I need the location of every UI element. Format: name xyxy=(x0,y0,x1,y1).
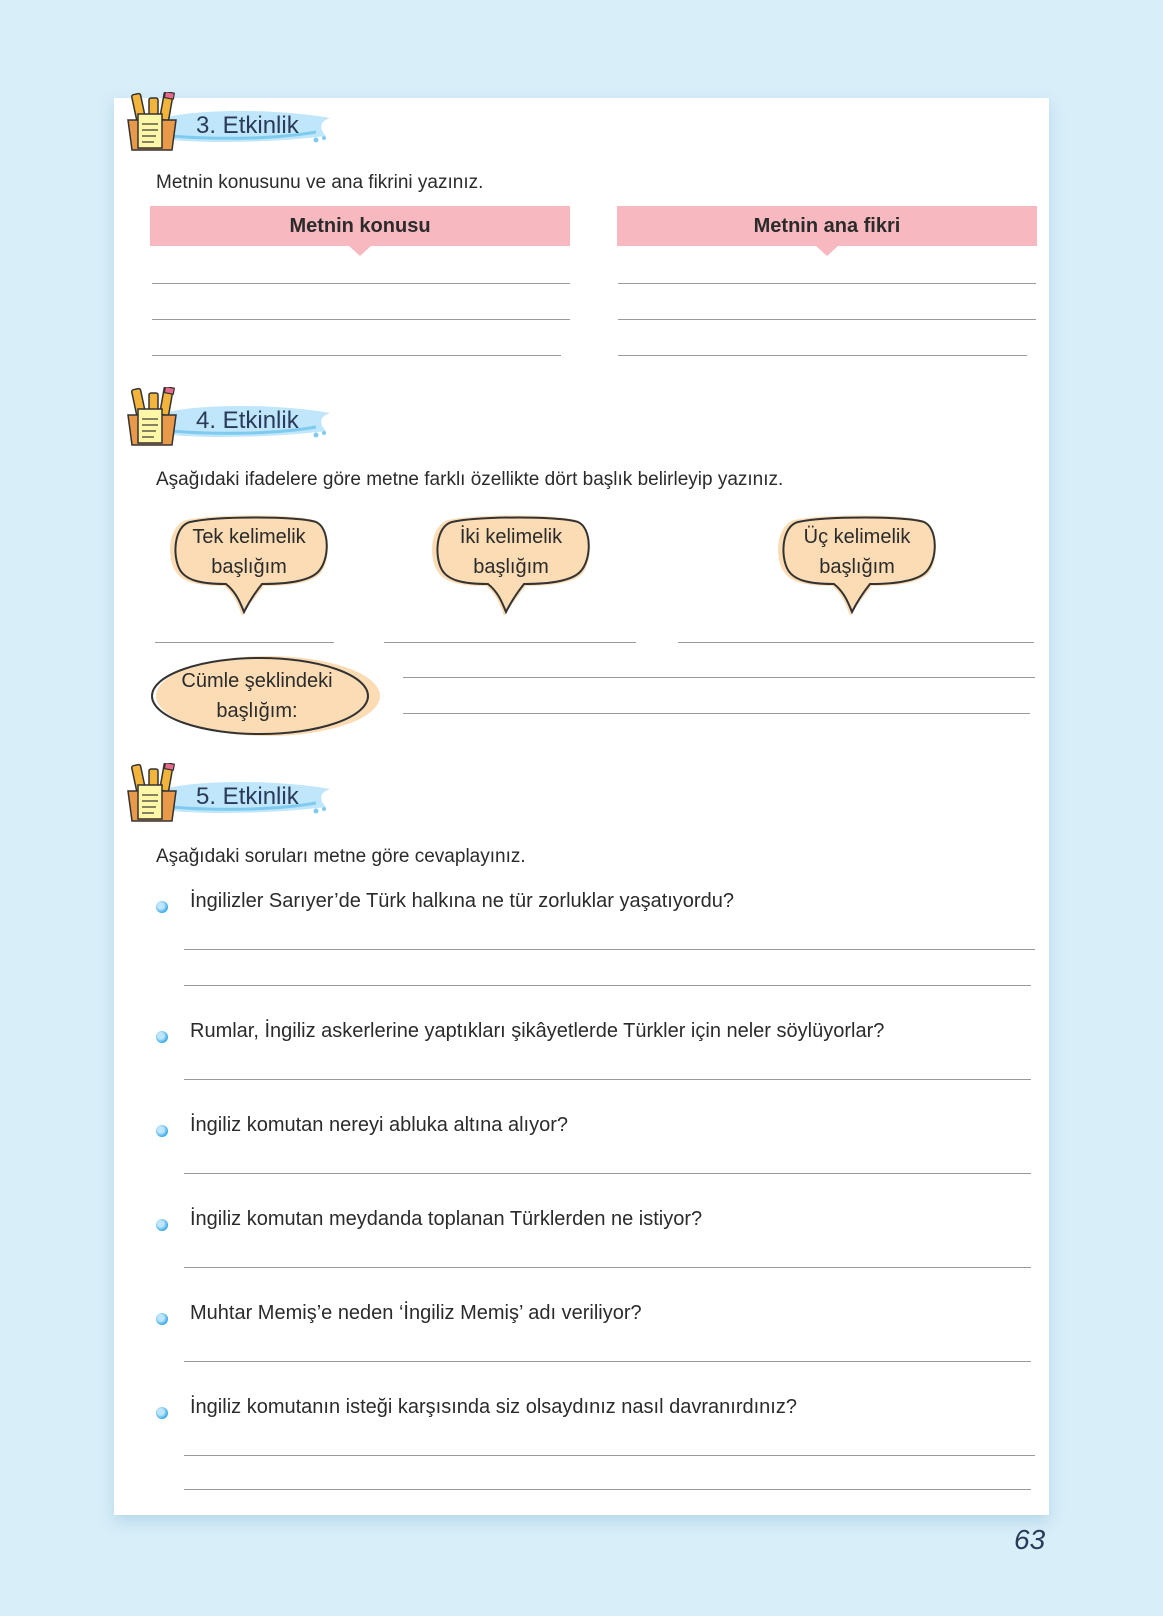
sentence-title-line[interactable] xyxy=(403,713,1030,714)
three-word-title-line[interactable] xyxy=(678,642,1034,643)
activity-4-header xyxy=(126,387,336,451)
pencil-cup-icon xyxy=(126,763,182,827)
main-idea-answer-line[interactable] xyxy=(618,319,1036,320)
bubble-line-1: İki kelimelik xyxy=(459,526,563,548)
answer-line[interactable] xyxy=(184,1079,1031,1080)
main-idea-label-box xyxy=(617,206,1037,246)
answer-line[interactable] xyxy=(184,1267,1031,1268)
topic-answer-line[interactable] xyxy=(152,355,561,356)
pencil-cup-icon xyxy=(126,92,182,156)
question-2: Rumlar, İngiliz askerlerine yaptıkları şikâyetlerde Türkler için neler söylüyorlar? xyxy=(190,1020,885,1042)
bullet-dot-icon xyxy=(156,1313,168,1325)
bullet-dot-icon xyxy=(156,1031,168,1043)
bullet-dot-icon xyxy=(156,901,168,913)
question-5: Muhtar Memiş’e neden ‘İngiliz Memiş’ adı veriliyor? xyxy=(190,1302,642,1324)
pencil-cup-icon xyxy=(126,387,182,451)
activity-title: 3. Etkinlik xyxy=(196,112,299,139)
activity-5-header xyxy=(126,763,336,827)
topic-answer-line[interactable] xyxy=(152,283,570,284)
bullet-dot-icon xyxy=(156,1125,168,1137)
topic-answer-line[interactable] xyxy=(152,319,570,320)
activity-3-instruction: Metnin konusunu ve ana fikrini yazınız. xyxy=(156,172,484,193)
bubble-line-1: Tek kelimelik xyxy=(192,526,306,548)
answer-line[interactable] xyxy=(184,985,1031,986)
bubble-line-1: Cümle şeklindeki xyxy=(181,670,333,692)
activity-5-instruction: Aşağıdaki soruları metne göre cevaplayınız. xyxy=(156,846,526,867)
bubble-line-2: başlığım xyxy=(211,556,287,578)
bullet-dot-icon xyxy=(156,1219,168,1231)
question-6: İngiliz komutanın isteği karşısında siz olsaydınız nasıl davranırdınız? xyxy=(190,1396,797,1418)
activity-3-header xyxy=(126,92,336,156)
one-word-title-line[interactable] xyxy=(155,642,334,643)
main-idea-answer-line[interactable] xyxy=(618,283,1036,284)
bubble-line-2: başlığım xyxy=(819,556,895,578)
two-word-title-line[interactable] xyxy=(384,642,636,643)
topic-label: Metnin konusu xyxy=(289,215,431,237)
speech-bubble-two-words xyxy=(426,512,596,616)
page-number: 63 xyxy=(1014,1524,1046,1555)
activity-title: 5. Etkinlik xyxy=(196,783,299,810)
question-1: İngilizler Sarıyer’de Türk halkına ne tür zorluklar yaşatıyordu? xyxy=(190,890,734,912)
speech-bubble-one-word xyxy=(164,512,334,616)
bullet-dot-icon xyxy=(156,1407,168,1419)
sentence-title-line[interactable] xyxy=(403,677,1035,678)
answer-line[interactable] xyxy=(184,1489,1031,1490)
activity-title: 4. Etkinlik xyxy=(196,407,299,434)
bubble-line-1: Üç kelimelik xyxy=(803,526,911,548)
answer-line[interactable] xyxy=(184,1173,1031,1174)
activity-4-instruction: Aşağıdaki ifadelere göre metne farklı özellikte dört başlık belirleyip yazınız. xyxy=(156,469,784,490)
main-idea-label: Metnin ana fikri xyxy=(753,215,901,237)
answer-line[interactable] xyxy=(184,1455,1035,1456)
speech-bubble-three-words xyxy=(772,512,942,616)
sentence-title-bubble xyxy=(150,654,380,738)
question-4: İngiliz komutan meydanda toplanan Türklerden ne istiyor? xyxy=(190,1208,703,1230)
question-3: İngiliz komutan nereyi abluka altına alıyor? xyxy=(190,1114,568,1136)
bubble-line-2: başlığım xyxy=(473,556,549,578)
bubble-line-2: başlığım: xyxy=(216,700,298,722)
topic-label-box xyxy=(150,206,570,246)
answer-line[interactable] xyxy=(184,1361,1031,1362)
answer-line[interactable] xyxy=(184,949,1035,950)
main-idea-answer-line[interactable] xyxy=(618,355,1027,356)
